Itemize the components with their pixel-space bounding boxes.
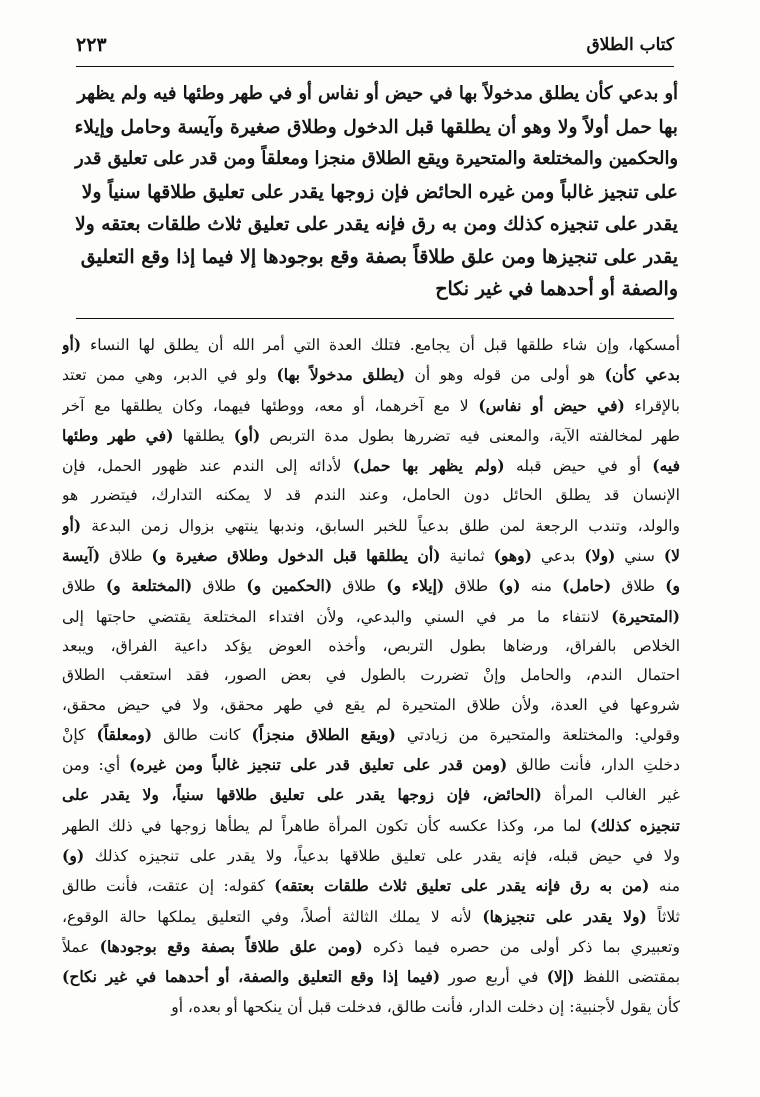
quoted-matn-run: (في حيض أو نفاس) <box>478 395 625 415</box>
commentary-run: منه <box>520 577 563 596</box>
quoted-matn-run: (ومن قدر على تعليق قدر على تنجيز غالباً ومن غيره) <box>129 755 508 775</box>
quoted-matn-run: (فيما إذا وقع التعليق والصفة، أو أحدهما في غير نكاح) <box>62 967 441 987</box>
sharh-line <box>62 511 680 541</box>
quoted-matn-run: (إلا) <box>546 967 575 987</box>
sharh-line <box>62 750 680 780</box>
sharh-line <box>62 602 680 632</box>
quoted-matn-run: (يطلق مدخولاً بها) <box>276 365 406 385</box>
commentary-run: عملاً <box>62 937 100 956</box>
section-divider <box>76 318 674 319</box>
quoted-matn-run: (الحائض، <box>482 785 542 805</box>
commentary-run: ولو في الدبر، وهي ممن تعتد <box>62 366 277 385</box>
commentary-run: وقولي: والمختلعة والمتحيرة من زيادتي <box>395 725 680 744</box>
commentary-run: سني <box>615 547 664 566</box>
quoted-matn-run: (ولم يظهر بها حمل) <box>352 456 505 476</box>
commentary-run: الخلاص بالفراق، ورضاها بطول التربص، وأخذه العوض يؤكد داعية الفراق، ويبعد <box>62 636 680 655</box>
matn-line: يقدر على تنجيزها ومن علق طلاقاً بصفة وقع بوجودها إلا فيما إذا وقع التعليق <box>80 245 678 268</box>
sharh-line <box>62 993 680 1022</box>
quoted-matn-run: (ولا يقدر على تنجيزها) <box>482 906 647 926</box>
commentary-run: لما مر، وكذا عكسه كأن تكون المرأة طاهراً لم يطأها زوجها في ذلك الطهر <box>62 816 591 835</box>
page-number: ٢٢٣ <box>76 34 107 56</box>
commentary-run: ثلاثاً <box>646 907 680 926</box>
quoted-matn-run: (وهو) <box>493 546 532 566</box>
quoted-matn-run: (آيسة <box>62 546 101 566</box>
quoted-matn-run: (أو) <box>233 425 261 445</box>
commentary-run: كقوله: إن عتقت، فأنت طالق <box>62 877 275 896</box>
quoted-matn-run: (ومن علق طلاقاً بصفة وقع بوجودها) <box>99 936 363 956</box>
quoted-matn-run: (ومعلقاً) <box>96 724 153 744</box>
quoted-matn-run: بدعي كأن) <box>604 365 680 385</box>
quoted-matn-run: (حامل) <box>562 576 612 596</box>
sharh-line <box>62 571 680 601</box>
commentary-run: كانت طالق <box>152 725 252 744</box>
commentary-run: لا مع آخرهما، أو معه، ووطئها فيهما، وكان يطلقها مع آخر <box>62 396 479 415</box>
commentary-run: كأن يقول لأجنبية: إن دخلت الدار، فأنت طالق، فدخلت قبل أن ينكحها أو بعده، أو <box>171 997 680 1016</box>
commentary-run: الإنسان قد يطلق الحائل دون الحامل، وعند الندم قد لا يمكنه التدارك، فيتضرر هو <box>62 486 680 505</box>
quoted-matn-run: (في طهر وطئها <box>62 425 174 445</box>
sharh-line <box>62 330 680 360</box>
matn-line: يقدر على تنجيزه كذلك ومن به رق فإنه يقدر على تعليق ثلاث طلقات بعتقه ولا <box>75 213 678 235</box>
quoted-matn-run: فإن زوجها يقدر على تعليق طلاقها سنياً، ولا يقدر على <box>62 785 471 805</box>
commentary-run: ثمانية <box>440 547 494 566</box>
quoted-matn-run: (المتحيرة) <box>611 606 680 626</box>
matn-line: والصفة أو أحدهما في غير نكاح <box>435 278 678 300</box>
commentary-run: طهر لمخالفته الآية، والمعنى فيه تضررها بطول مدة التربص <box>260 426 680 445</box>
quoted-matn-run: لا) <box>663 546 680 566</box>
commentary-run: وتعبيري بما ذكر أولى من حصره فيما ذكره <box>362 937 680 956</box>
sharh-line <box>62 720 680 750</box>
commentary-run: طلاق <box>444 577 499 596</box>
commentary-run: ولا في حيض قبله، فإنه يقدر على تعليق طلاقها بدعياً، ولا يقدر على تنجيزه كذلك <box>84 847 680 866</box>
commentary-run: منه <box>649 877 680 896</box>
commentary-run: طلاق <box>100 547 152 566</box>
sharh-line <box>62 902 680 932</box>
quoted-matn-run: (من به رق فإنه يقدر على تعليق ثلاث طلقات بعتقه) <box>274 876 650 896</box>
commentary-run: غير الغالب المرأة <box>541 786 680 805</box>
commentary-run: بمقتضى اللفظ <box>574 968 680 987</box>
sharh-line <box>62 632 680 661</box>
sharh-line <box>62 780 680 810</box>
commentary-run: لانتفاء ما مر في السني والبدعي، ولأن افتداء المختلعة يقتضي حاجتها إلى <box>62 607 612 626</box>
quoted-matn-run: (الحكمين و) <box>246 576 333 596</box>
quoted-matn-run: و) <box>665 576 680 596</box>
commentary-run: كإنْ <box>62 725 97 744</box>
quoted-matn-run: (أن يطلقها قبل الدخول وطلاق صغيرة و) <box>151 546 441 566</box>
matn-text-block <box>74 78 678 306</box>
quoted-matn-run: (أو <box>62 335 82 354</box>
quoted-matn-run: (و) <box>498 576 521 596</box>
sharh-line <box>62 841 680 871</box>
commentary-run: طلاق <box>611 577 666 596</box>
quoted-matn-run: تنجيزه كذلك) <box>590 815 680 835</box>
commentary-run: احتمال الندم، والحامل وإنْ تضررت بالطول في بعض الصور، فقد استعقب الطلاق <box>62 666 680 685</box>
quoted-matn-run: فيه) <box>652 456 680 476</box>
commentary-run: شروعها في العدة، ولأن طلاق المتحيرة لم يقع في طهر محقق، ولا في حيض محقق، <box>62 695 680 714</box>
commentary-run: يطلقها <box>173 426 234 445</box>
quoted-matn-run: (و) <box>62 846 85 866</box>
running-head <box>76 32 674 58</box>
commentary-run: دخلتِ الدار، فأنت طالق <box>507 756 680 775</box>
commentary-run: أمسكها، وإن شاء طلقها قبل أن يجامع. فتلك العدة التي أمر الله أن يطلق لها النساء <box>81 336 680 354</box>
matn-line: بها حمل أولاً ولا وهو أن يطلقها قبل الدخول وطلاق صغيرة وآيسة وحامل وإيلاء <box>74 115 678 138</box>
commentary-run: هو أولى من قوله وهو أن <box>405 366 605 385</box>
matn-line: أو بدعي كأن يطلق مدخولاً بها في حيض أو نفاس أو في طهر وطئها فيه ولم يظهر <box>77 83 678 104</box>
sharh-line <box>62 932 680 962</box>
commentary-run: أو في حيض قبله <box>504 457 653 476</box>
commentary-run: في أربع صور <box>440 968 547 987</box>
sharh-line <box>62 871 680 901</box>
sharh-line <box>62 481 680 510</box>
sharh-line <box>62 661 680 690</box>
sharh-line <box>62 421 680 451</box>
matn-line: على تنجيز غالباً ومن غيره الحائض فإن زوجها يقدر على تعليق طلاقها سنياً ولا <box>81 180 678 203</box>
sharh-line <box>62 811 680 841</box>
quoted-matn-run: (إيلاء و) <box>386 576 445 596</box>
commentary-run: أي: ومن <box>62 756 130 775</box>
quoted-matn-run: (ولا) <box>584 546 616 566</box>
quoted-matn-run: (ويقع الطلاق منجزاً) <box>251 724 396 744</box>
commentary-run: بدعي <box>531 547 585 566</box>
sharh-line <box>62 541 680 571</box>
quoted-matn-run: (المختلعة و) <box>105 576 193 596</box>
chapter-title: كتاب الطلاق <box>586 35 674 55</box>
sharh-commentary-block <box>62 330 680 1022</box>
commentary-run: بالإقراء <box>624 396 680 415</box>
sharh-line <box>62 391 680 421</box>
commentary-run: طلاق <box>332 577 387 596</box>
header-divider <box>76 66 674 67</box>
commentary-run: لأنه لا يملك الثالثة أصلاً، وفي التعليق يملكها حالة الوقوع، <box>62 907 483 926</box>
sharh-line <box>62 451 680 481</box>
sharh-line <box>62 360 680 390</box>
commentary-run: طلاق <box>192 577 247 596</box>
commentary-run: والولد، وتندب الرجعة لمن طلق بدعياً للخبر السابق، وندبها ينتهي بزوال زمن البدعة <box>81 516 680 535</box>
commentary-run: طلاق <box>62 577 106 596</box>
commentary-run <box>470 786 482 804</box>
sharh-line <box>62 691 680 720</box>
sharh-line <box>62 962 680 992</box>
matn-line: والحكمين والمختلعة والمتحيرة ويقع الطلاق منجزا ومعلقاً ومن قدر على تعليق قدر <box>74 148 678 169</box>
commentary-run: لأدائه إلى الندم عند ظهور الحمل، فإن <box>62 457 353 476</box>
quoted-matn-run: (أو <box>62 515 82 535</box>
